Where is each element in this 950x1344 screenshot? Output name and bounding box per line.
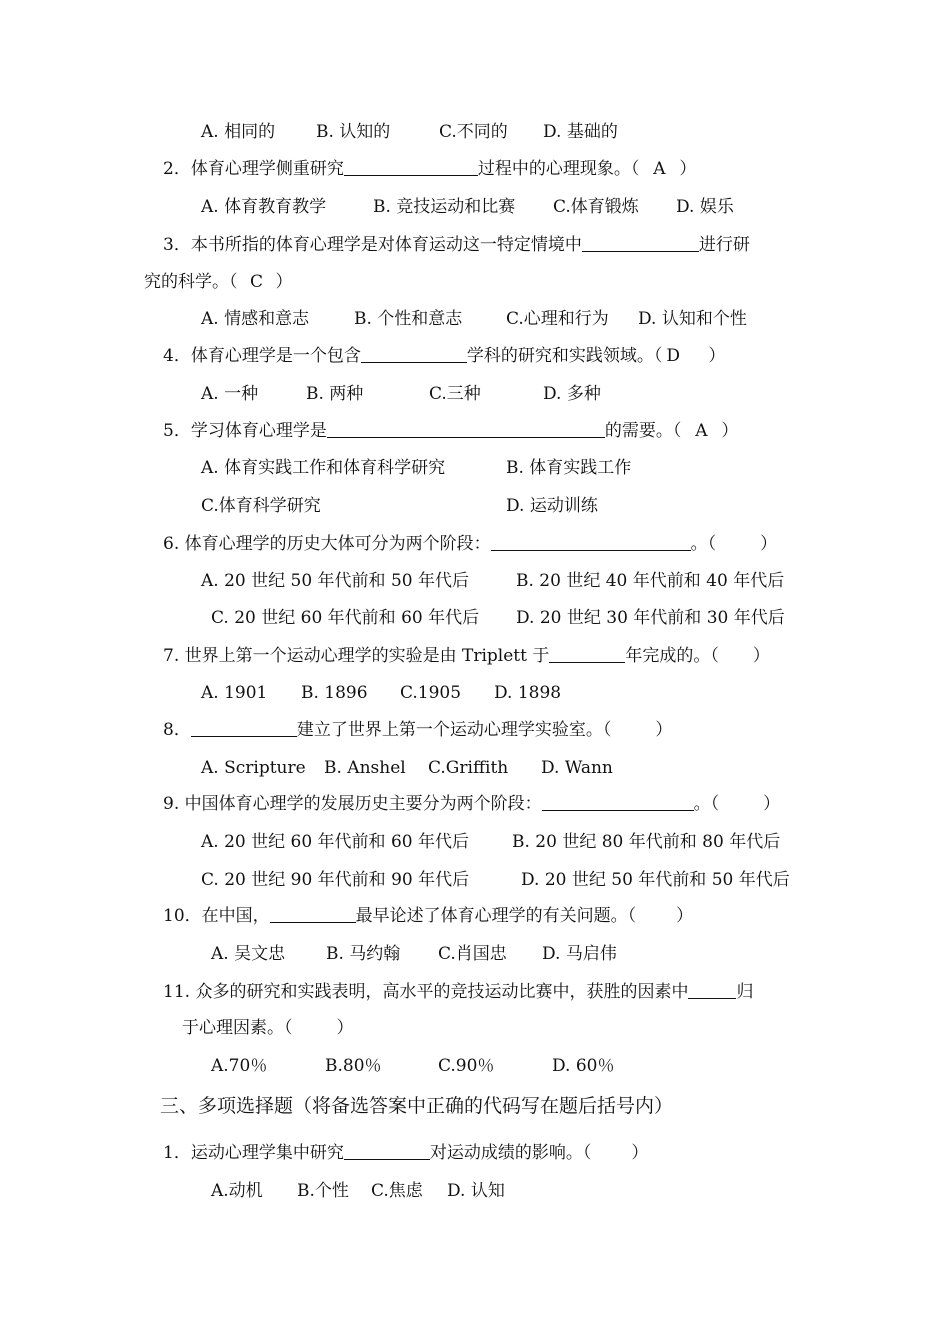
q4-option-b: B. 两种 xyxy=(306,384,364,404)
section-heading: 三、多项选择题（将备选答案中正确的代码写在题后括号内） xyxy=(160,1095,674,1117)
q8-option-a: A. Scripture xyxy=(201,758,306,778)
q9-option-a: A. 20 世纪 60 年代前和 60 年代后 xyxy=(201,832,469,852)
q1-option-c: C.不同的 xyxy=(439,122,508,142)
answer-mark: D xyxy=(666,346,680,366)
q2-option-d: D. 娱乐 xyxy=(676,197,734,217)
q6-option-a: A. 20 世纪 50 年代前和 50 年代后 xyxy=(201,571,469,591)
question-4: 4．体育心理学是一个包含 学科的研究和实践领域。（ D ） xyxy=(163,346,726,366)
q11-option-a: A.70％ xyxy=(211,1056,268,1076)
question-9: 9. 中国体育心理学的发展历史主要分为两个阶段： 。（ ） xyxy=(163,794,781,814)
q1-option-a: A. 相同的 xyxy=(201,122,276,142)
answer-blank xyxy=(542,793,694,811)
q9-option-c: C. 20 世纪 90 年代前和 90 年代后 xyxy=(201,870,470,890)
q5-option-c: C.体育科学研究 xyxy=(201,496,321,516)
question-text: 本书所指的体育心理学是对体育运动这一特定情境中 xyxy=(190,235,582,255)
q4-option-d: D. 多种 xyxy=(543,384,601,404)
answer-blank xyxy=(582,234,699,252)
answer-blank xyxy=(344,1142,430,1160)
q3-option-c: C.心理和行为 xyxy=(506,309,609,329)
question-text: 学习体育心理学是 xyxy=(190,421,327,441)
question-5: 5．学习体育心理学是 的需要。（ A ） xyxy=(163,421,739,441)
question-text: 9. 中国体育心理学的发展历史主要分为两个阶段： xyxy=(163,794,542,814)
question-10: 10．在中国， 最早论述了体育心理学的有关问题。（ ） xyxy=(163,906,694,926)
q10-option-a: A. 吴文忠 xyxy=(211,944,286,964)
answer-blank xyxy=(344,158,478,176)
answer-mark: C xyxy=(249,272,263,292)
q8-option-c: C.Griffith xyxy=(428,758,509,778)
q3-option-a: A. 情感和意志 xyxy=(201,309,310,329)
answer-blank xyxy=(549,645,625,663)
q2-option-c: C.体育锻炼 xyxy=(553,197,639,217)
q5-option-b: B. 体育实践工作 xyxy=(506,458,632,478)
q7-option-b: B. 1896 xyxy=(301,683,368,703)
q6-option-c: C. 20 世纪 60 年代前和 60 年代后 xyxy=(211,608,480,628)
q10-option-d: D. 马启伟 xyxy=(542,944,617,964)
m1-option-d: D. 认知 xyxy=(447,1181,505,1201)
question-text: 运动心理学集中研究 xyxy=(190,1143,344,1163)
q11-option-d: D. 60％ xyxy=(552,1056,615,1076)
question-text: 6. 体育心理学的历史大体可分为两个阶段： xyxy=(163,534,491,554)
question-3: 3．本书所指的体育心理学是对体育运动这一特定情境中 进行研 xyxy=(163,235,750,255)
m1-option-c: C.焦虑 xyxy=(371,1181,423,1201)
question-8: 8． 建立了世界上第一个运动心理学实验室。（ ） xyxy=(163,720,673,740)
m1-option-a: A.动机 xyxy=(211,1181,263,1201)
q8-option-b: B. Anshel xyxy=(324,758,406,778)
q1-option-b: B. 认知的 xyxy=(316,122,391,142)
question-text: 7. 世界上第一个运动心理学的实验是由 Triplett 于 xyxy=(163,646,550,666)
question-text: 体育心理学侧重研究 xyxy=(190,159,344,179)
q1-option-d: D. 基础的 xyxy=(543,122,618,142)
q6-option-d: D. 20 世纪 30 年代前和 30 年代后 xyxy=(516,608,785,628)
q9-option-b: B. 20 世纪 80 年代前和 80 年代后 xyxy=(512,832,781,852)
question-text: 体育心理学是一个包含 xyxy=(190,346,361,366)
q10-option-b: B. 马约翰 xyxy=(326,944,401,964)
answer-blank xyxy=(491,533,691,551)
question-2: 2．体育心理学侧重研究 过程中的心理现象。（ A ） xyxy=(163,159,697,179)
m1-option-b: B.个性 xyxy=(297,1181,349,1201)
question-text: 在中国， xyxy=(201,906,270,926)
answer-mark: A xyxy=(653,159,666,179)
q3-option-d: D. 认知和个性 xyxy=(638,309,747,329)
q4-option-c: C.三种 xyxy=(429,384,481,404)
q7-option-c: C.1905 xyxy=(400,683,462,703)
q2-option-b: B. 竞技运动和比赛 xyxy=(373,197,516,217)
answer-blank xyxy=(361,345,467,363)
answer-blank xyxy=(327,420,605,438)
q10-option-c: C.肖国忠 xyxy=(438,944,507,964)
answer-mark: A xyxy=(695,421,708,441)
q4-option-a: A. 一种 xyxy=(201,384,259,404)
answer-blank xyxy=(191,719,297,737)
q9-option-d: D. 20 世纪 50 年代前和 50 年代后 xyxy=(521,870,790,890)
question-text: 11. 众多的研究和实践表明，高水平的竞技运动比赛中，获胜的因素中 xyxy=(163,982,689,1002)
q11-option-c: C.90％ xyxy=(438,1056,495,1076)
question-text: 建立了世界上第一个运动心理学实验室。（ xyxy=(296,720,612,740)
question-6: 6. 体育心理学的历史大体可分为两个阶段： 。（ ） xyxy=(163,534,778,554)
question-11: 11. 众多的研究和实践表明，高水平的竞技运动比赛中，获胜的因素中 归 xyxy=(163,982,754,1002)
q6-option-b: B. 20 世纪 40 年代前和 40 年代后 xyxy=(516,571,785,591)
q7-option-d: D. 1898 xyxy=(494,683,562,703)
question-7: 7. 世界上第一个运动心理学的实验是由 Triplett 于 年完成的。（ ） xyxy=(163,646,770,666)
answer-blank xyxy=(270,905,356,923)
q8-option-d: D. Wann xyxy=(541,758,613,778)
q7-option-a: A. 1901 xyxy=(201,683,268,703)
question-3-continued: 究的科学。（ C ） xyxy=(144,272,293,292)
q5-option-a: A. 体育实践工作和体育科学研究 xyxy=(201,458,446,478)
q2-option-a: A. 体育教育教学 xyxy=(201,197,327,217)
q3-option-b: B. 个性和意志 xyxy=(354,309,463,329)
question-11-continued: 于心理因素。（ ） xyxy=(182,1018,354,1038)
answer-blank xyxy=(688,981,736,999)
multi-question-1: 1．运动心理学集中研究 对运动成绩的影响。（ ） xyxy=(163,1143,649,1163)
q11-option-b: B.80％ xyxy=(325,1056,382,1076)
q5-option-d: D. 运动训练 xyxy=(506,496,598,516)
